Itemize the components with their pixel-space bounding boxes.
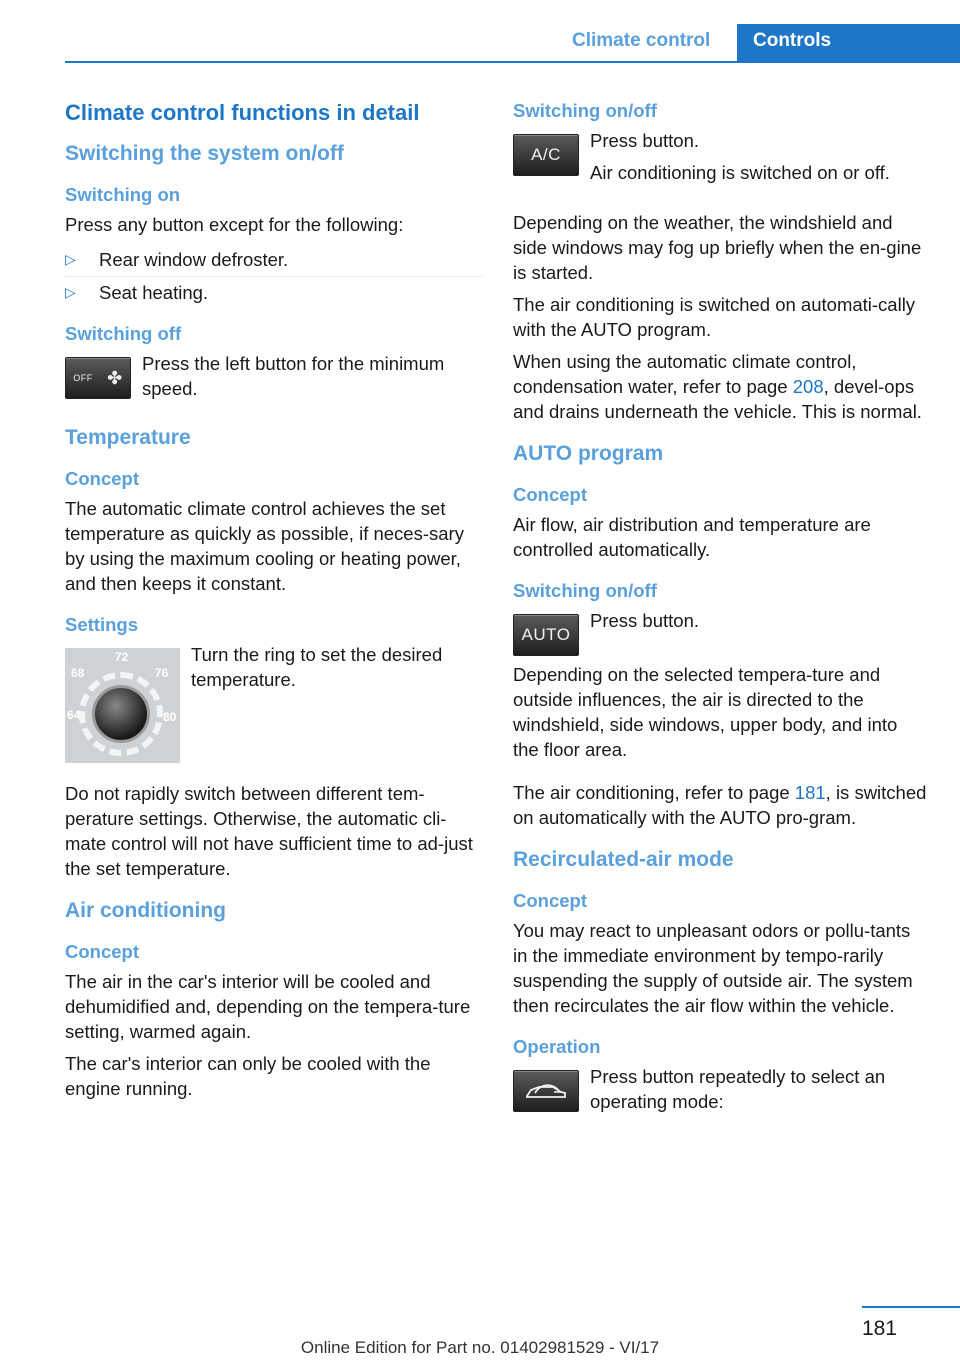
heading-ac-concept: Concept xyxy=(65,941,139,962)
page-number-rule xyxy=(862,1306,960,1308)
ac-button-image xyxy=(513,134,579,192)
fan-icon: ✤ xyxy=(107,367,123,388)
triangle-bullet-icon: ▷ xyxy=(65,251,76,267)
switch-off-row xyxy=(65,351,483,408)
section-title: Climate control functions in detail xyxy=(65,100,420,125)
settings-row xyxy=(65,642,483,763)
condensation-text: When using the automatic climate control, condensation water, refer to page 208, devel-ops and drains underneath the vehicle. This is normal. xyxy=(513,351,922,422)
temperature-concept-text: The automatic climate control achieves the set temperature as quickly as possible, if neces-sary by using the maximum cooling or heating power, and then keeps it constant. xyxy=(65,498,464,594)
heading-settings: Settings xyxy=(65,614,138,635)
auto-button-label: AUTO xyxy=(513,614,579,656)
list-item: ▷ Seat heating. xyxy=(65,282,209,303)
footer-edition: Online Edition for Part no. 01402981529 - VI/17 xyxy=(300,1338,660,1357)
heading-system-on-off: Switching the system on/off xyxy=(65,142,344,165)
auto-ac-reference: The air conditioning, refer to page 181, is switched on automatically with the AUTO pro-gram. xyxy=(513,782,927,828)
auto-ac-text: The air conditioning is switched on automati-cally with the AUTO program. xyxy=(513,294,916,340)
header-chapter-tab xyxy=(737,24,960,62)
page-header xyxy=(0,0,960,62)
triangle-bullet-icon: ▷ xyxy=(65,284,76,300)
dial-knob-icon xyxy=(92,685,150,743)
dial-label: 76 xyxy=(155,666,169,680)
fan-off-button-image xyxy=(65,357,131,408)
temperature-dial-image xyxy=(65,648,180,763)
heading-switching-off: Switching off xyxy=(65,323,182,344)
dial-label: 80 xyxy=(163,710,177,724)
ac-concept-text-1: The air in the car's interior will be cooled and dehumidified and, depending on the tempera-ture setting, warmed again. xyxy=(65,971,471,1042)
fog-text: Depending on the weather, the windshield and side windows may fog up briefly when the en-gine is started. xyxy=(513,212,922,283)
off-label: OFF xyxy=(73,373,93,383)
dial-label: 68 xyxy=(71,666,85,680)
heading-switching-on: Switching on xyxy=(65,184,181,205)
heading-concept: Concept xyxy=(65,468,139,489)
auto-button-image xyxy=(513,614,579,656)
operation-row xyxy=(513,1064,928,1121)
page-link-208[interactable]: 208 xyxy=(792,376,824,397)
auto-description: Depending on the selected tempera-ture and outside influences, the air is directed to the windshield, side windows, upper body, and into the floor area. xyxy=(513,664,898,760)
list-item: ▷ Rear window defroster. xyxy=(65,244,483,277)
auto-press-text: Press button. xyxy=(590,610,700,631)
ac-state-text: Air conditioning is switched on or off. xyxy=(590,162,890,183)
left-column xyxy=(65,100,483,1108)
recirculation-car-icon xyxy=(523,1079,569,1103)
header-rule xyxy=(65,61,960,63)
heading-auto-concept: Concept xyxy=(513,484,587,505)
switch-off-text: Press the left button for the minimum speed. xyxy=(142,353,445,399)
ac-button-row xyxy=(513,128,928,192)
heading-operation: Operation xyxy=(513,1036,601,1057)
heading-recirc-concept: Concept xyxy=(513,890,587,911)
operation-text: Press button repeatedly to select an operating mode: xyxy=(590,1066,886,1112)
recirculation-button-image xyxy=(513,1070,579,1121)
heading-ac-switching: Switching on/off xyxy=(513,100,657,121)
exception-list xyxy=(65,244,483,309)
page-link-181[interactable]: 181 xyxy=(794,782,826,803)
ac-button-label: A/C xyxy=(513,134,579,176)
heading-auto-program: AUTO program xyxy=(513,442,664,465)
auto-button-row xyxy=(513,608,928,656)
switch-on-text: Press any button except for the following: xyxy=(65,214,404,235)
dial-label: 72 xyxy=(115,650,129,664)
header-chapter-label: Controls xyxy=(753,30,832,51)
heading-auto-switching: Switching on/off xyxy=(513,580,657,601)
dial-label: 64 xyxy=(67,708,81,722)
recirc-concept-text: You may react to unpleasant odors or pollu-tants in the immediate environment by tempo-rarily suspending the supply of outside air. The system then recirculates the air flow within the vehicle. xyxy=(513,920,913,1016)
heading-recirculated-air: Recirculated-air mode xyxy=(513,848,734,871)
ac-press-text: Press button. xyxy=(590,130,700,151)
heading-air-conditioning: Air conditioning xyxy=(65,899,226,922)
settings-note: Do not rapidly switch between different tem-perature settings. Otherwise, the automatic cli-mate control will not have sufficient time to ad-just the set temperature. xyxy=(65,783,473,879)
header-section-title: Climate control xyxy=(572,30,711,51)
heading-temperature: Temperature xyxy=(65,426,191,449)
page-number: 181 xyxy=(861,1317,897,1340)
auto-concept-text: Air flow, air distribution and temperature are controlled automatically. xyxy=(513,514,871,560)
settings-text: Turn the ring to set the desired temperature. xyxy=(191,644,443,690)
ac-concept-text-2: The car's interior can only be cooled with the engine running. xyxy=(65,1053,431,1099)
right-column xyxy=(513,100,928,1139)
